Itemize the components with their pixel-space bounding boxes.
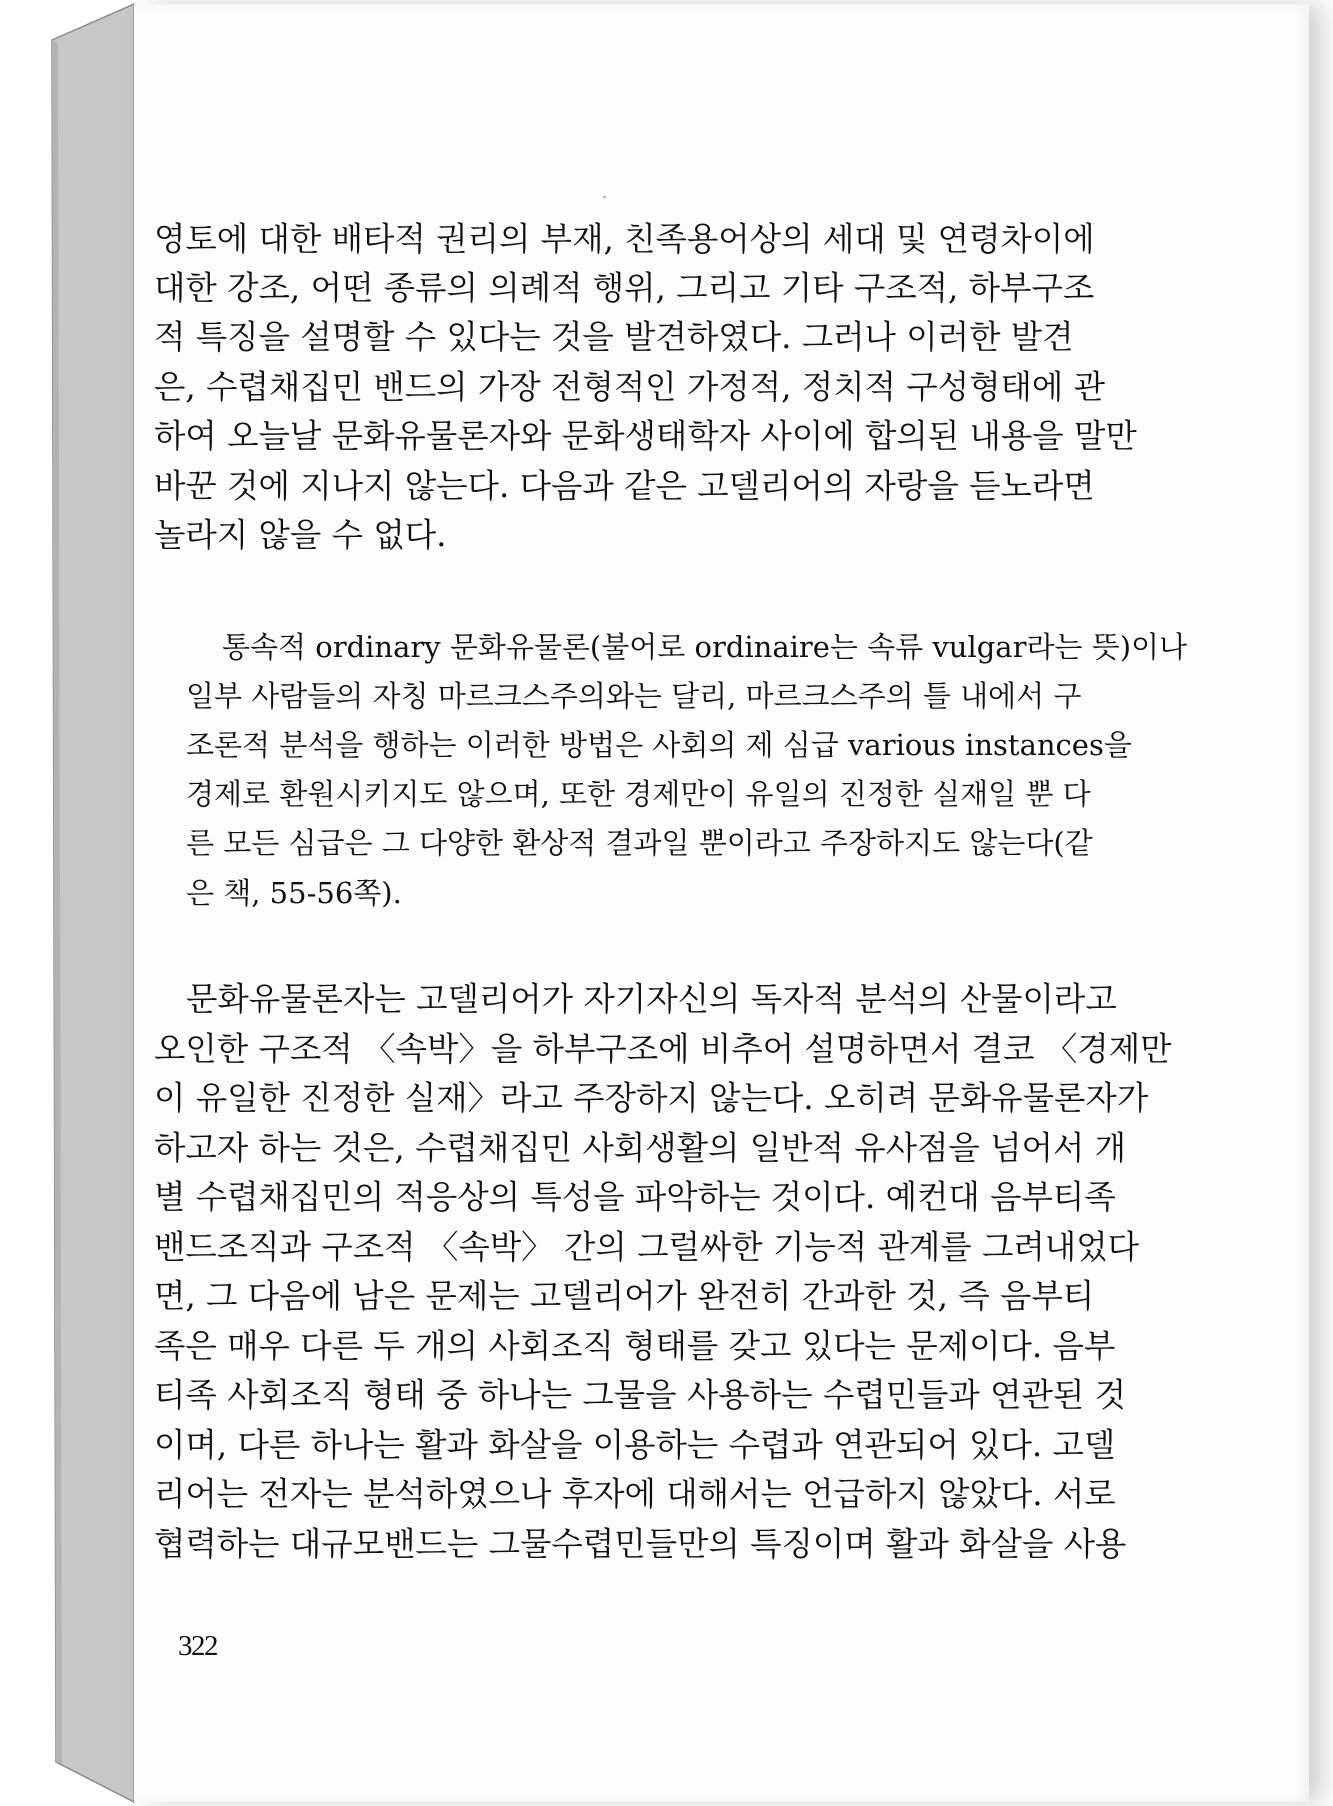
text-line: 밴드조직과 구조적 〈속박〉 간의 그럴싸한 기능적 관계를 그려내었다 [154,1228,1139,1266]
text-line: 영토에 대한 배타적 권리의 부재, 친족용어상의 세대 및 연령차이에 [154,220,1095,258]
quote-line: 경제로 환원시키지도 않으며, 또한 경제만이 유일의 진정한 실재일 뿐 다 [186,777,1091,811]
page-number: 322 [178,1630,217,1662]
page-speck [603,196,606,198]
text-line: 오인한 구조적 〈속박〉을 하부구조에 비추어 설명하면서 결코 〈경제만 [154,1030,1172,1068]
text-line: 놀라지 않을 수 없다. [154,516,447,554]
text-line: 별 수렵채집민의 적응상의 특성을 파악하는 것이다. 예컨대 음부티족 [154,1178,1116,1216]
quote-line: 조론적 분석을 행하는 이러한 방법은 사회의 제 심급 various instances을 [186,728,1132,762]
text-line: 은, 수렵채집민 밴드의 가장 전형적인 가정적, 정치적 구성형태에 관 [154,368,1105,406]
quote-line: 른 모든 심급은 그 다양한 환상적 결과일 뿐이라고 주장하지도 않는다(같 [186,826,1093,860]
text-line: 이 유일한 진정한 실재〉라고 주장하지 않는다. 오히려 문화유물론자가 [154,1079,1149,1117]
text-line: 리어는 전자는 분석하였으나 후자에 대해서는 언급하지 않았다. 서로 [154,1475,1116,1513]
quote-line: 통속적 ordinary 문화유물론(불어로 ordinaire는 속류 vulgar라는 뜻)이나 [222,630,1188,664]
text-line: 면, 그 다음에 남은 문제는 고델리어가 완전히 간과한 것, 즉 음부티 [154,1277,1095,1315]
text-line: 하고자 하는 것은, 수렵채집민 사회생활의 일반적 유사점을 넘어서 개 [154,1129,1127,1167]
quote-line: 일부 사람들의 자칭 마르크스주의와는 달리, 마르크스주의 틀 내에서 구 [186,679,1082,713]
text-line: 이며, 다른 하나는 활과 화살을 이용하는 수렵과 연관되어 있다. 고델 [154,1426,1116,1464]
text-line: 적 특징을 설명할 수 있다는 것을 발견하였다. 그러나 이러한 발견 [154,318,1074,356]
text-line: 문화유물론자는 고델리어가 자기자신의 독자적 분석의 산물이라고 [186,980,1117,1018]
text-line: 티족 사회조직 형태 중 하나는 그물을 사용하는 수렵민들과 연관된 것 [154,1376,1127,1414]
text-line: 바꾼 것에 지나지 않는다. 다음과 같은 고델리어의 자랑을 듣노라면 [154,467,1095,505]
text-line: 하여 오늘날 문화유물론자와 문화생태학자 사이에 합의된 내용을 말만 [154,417,1137,455]
text-line: 대한 강조, 어떤 종류의 의례적 행위, 그리고 기타 구조적, 하부구조 [154,269,1095,307]
quote-line: 은 책, 55-56쪽). [186,876,402,910]
text-line: 협력하는 대규모밴드는 그물수렵민들만의 특징이며 활과 화살을 사용 [154,1525,1127,1563]
text-line: 족은 매우 다른 두 개의 사회조직 형태를 갖고 있다는 문제이다. 음부 [154,1327,1116,1365]
